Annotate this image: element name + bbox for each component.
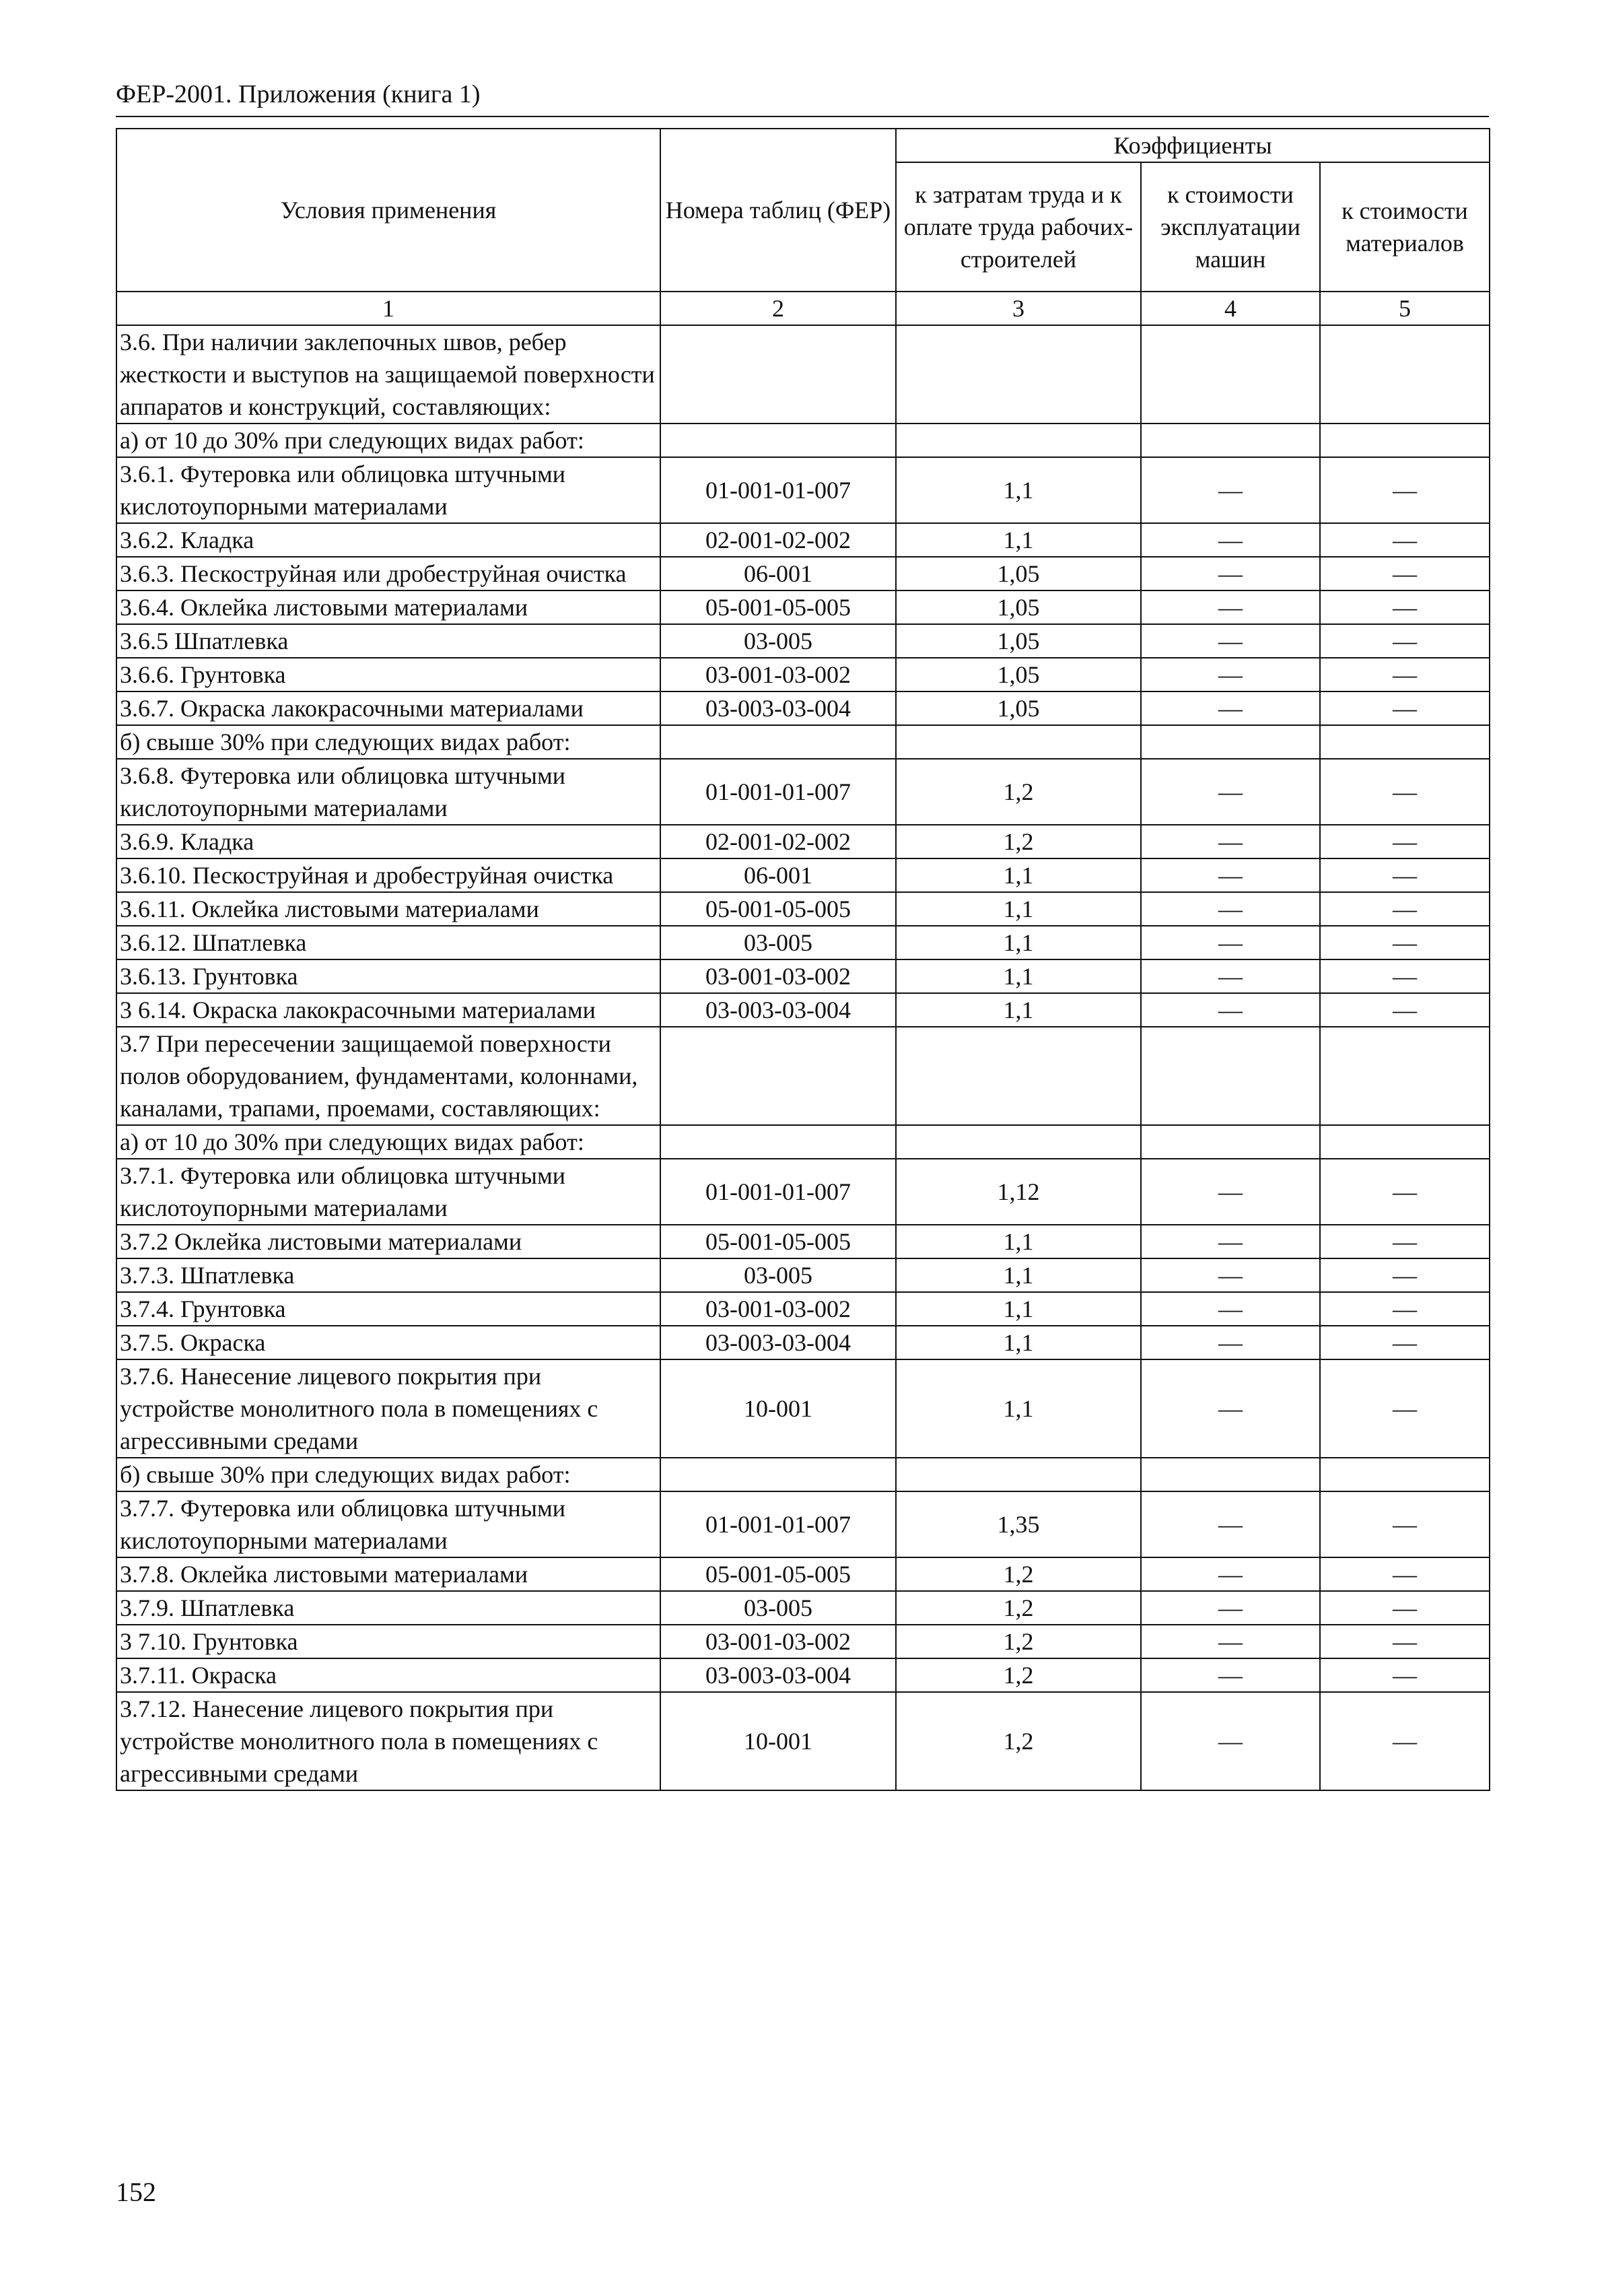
coefficients-table <box>116 128 1490 1791</box>
labor-coefficient-cell: 1,2 <box>896 1591 1141 1625</box>
table-number-cell: 03-003-03-004 <box>660 1326 896 1359</box>
document-header: ФЕР-2001. Приложения (книга 1) <box>116 80 481 108</box>
table-row <box>116 557 1490 590</box>
table-number-cell: 03-003-03-004 <box>660 1658 896 1692</box>
labor-coefficient-cell: 1,1 <box>896 1258 1141 1292</box>
condition-cell: 3.7.5. Окраска <box>116 1326 660 1359</box>
table-number-cell: 05-001-05-005 <box>660 590 896 624</box>
condition-cell: 3 6.14. Окраска лакокрасочными материалами <box>116 993 660 1027</box>
condition-cell: б) свыше 30% при следующих видах работ: <box>116 1458 660 1491</box>
table-number-cell: 01-001-01-007 <box>660 457 896 523</box>
materials-coefficient-cell: — <box>1320 858 1490 892</box>
materials-coefficient-cell: — <box>1320 557 1490 590</box>
machines-coefficient-cell: — <box>1141 658 1320 691</box>
materials-coefficient-cell: — <box>1320 624 1490 658</box>
header-coefficients: Коэффициенты <box>896 129 1490 162</box>
table-number-cell: 05-001-05-005 <box>660 1557 896 1591</box>
table-row <box>116 1359 1490 1458</box>
table-row <box>116 658 1490 691</box>
materials-coefficient-cell <box>1320 1027 1490 1125</box>
machines-coefficient-cell: — <box>1141 1326 1320 1359</box>
condition-cell: 3.7 При пересечении защищаемой поверхности полов оборудованием, фундаментами, колоннами, каналами, трапами, проемами, составляющих: <box>116 1027 660 1125</box>
labor-coefficient-cell: 1,1 <box>896 993 1141 1027</box>
table-number-cell <box>660 725 896 759</box>
table-row <box>116 858 1490 892</box>
table-row <box>116 1557 1490 1591</box>
machines-coefficient-cell: — <box>1141 993 1320 1027</box>
labor-coefficient-cell: 1,1 <box>896 959 1141 993</box>
header-rule <box>116 116 1489 117</box>
machines-coefficient-cell: — <box>1141 457 1320 523</box>
labor-coefficient-cell: 1,05 <box>896 691 1141 725</box>
machines-coefficient-cell <box>1141 1125 1320 1159</box>
column-number: 5 <box>1320 292 1490 325</box>
page-number: 152 <box>116 2177 156 2207</box>
column-number: 4 <box>1141 292 1320 325</box>
table-row <box>116 1591 1490 1625</box>
table-row <box>116 825 1490 858</box>
table-row <box>116 1491 1490 1557</box>
condition-cell: 3.6.12. Шпатлевка <box>116 926 660 959</box>
materials-coefficient-cell: — <box>1320 658 1490 691</box>
table-number-cell <box>660 325 896 424</box>
labor-coefficient-cell: 1,1 <box>896 1225 1141 1258</box>
table-row <box>116 1625 1490 1658</box>
condition-cell: 3 7.10. Грунтовка <box>116 1625 660 1658</box>
table-row <box>116 1027 1490 1125</box>
condition-cell: 3.6. При наличии заклепочных швов, ребер жесткости и выступов на защищаемой поверхности аппаратов и конструкций, составляющих: <box>116 325 660 424</box>
table-row <box>116 590 1490 624</box>
column-number: 2 <box>660 292 896 325</box>
labor-coefficient-cell: 1,05 <box>896 590 1141 624</box>
labor-coefficient-cell: 1,12 <box>896 1159 1141 1225</box>
machines-coefficient-cell: — <box>1141 557 1320 590</box>
labor-coefficient-cell: 1,1 <box>896 858 1141 892</box>
condition-cell: 3.6.9. Кладка <box>116 825 660 858</box>
table-row <box>116 993 1490 1027</box>
machines-coefficient-cell: — <box>1141 825 1320 858</box>
machines-coefficient-cell: — <box>1141 1225 1320 1258</box>
column-number-row <box>116 292 1490 325</box>
materials-coefficient-cell: — <box>1320 457 1490 523</box>
condition-cell: 3.7.12. Нанесение лицевого покрытия при устройстве монолитного пола в помещениях с агрессивными средами <box>116 1692 660 1790</box>
table-row <box>116 325 1490 424</box>
machines-coefficient-cell: — <box>1141 624 1320 658</box>
header-table-numbers: Номера таблиц (ФЕР) <box>660 129 896 292</box>
materials-coefficient-cell: — <box>1320 1159 1490 1225</box>
column-number: 3 <box>896 292 1141 325</box>
condition-cell: а) от 10 до 30% при следующих видах работ: <box>116 424 660 457</box>
machines-coefficient-cell: — <box>1141 892 1320 926</box>
condition-cell: 3.7.7. Футеровка или облицовка штучными кислотоупорными материалами <box>116 1491 660 1557</box>
machines-coefficient-cell: — <box>1141 590 1320 624</box>
table-row <box>116 1225 1490 1258</box>
machines-coefficient-cell: — <box>1141 926 1320 959</box>
labor-coefficient-cell <box>896 1458 1141 1491</box>
machines-coefficient-cell <box>1141 725 1320 759</box>
materials-coefficient-cell: — <box>1320 993 1490 1027</box>
condition-cell: 3.6.11. Оклейка листовыми материалами <box>116 892 660 926</box>
condition-cell: 3.6.6. Грунтовка <box>116 658 660 691</box>
table-number-cell: 06-001 <box>660 557 896 590</box>
materials-coefficient-cell: — <box>1320 959 1490 993</box>
labor-coefficient-cell: 1,1 <box>896 892 1141 926</box>
table-number-cell: 06-001 <box>660 858 896 892</box>
header-machines-coefficient: к стоимости эксплуатации машин <box>1141 162 1320 292</box>
table-number-cell: 01-001-01-007 <box>660 1159 896 1225</box>
table-number-cell: 03-001-03-002 <box>660 1292 896 1326</box>
labor-coefficient-cell: 1,1 <box>896 457 1141 523</box>
condition-cell: 3.7.2 Оклейка листовыми материалами <box>116 1225 660 1258</box>
table-row <box>116 1125 1490 1159</box>
column-number: 1 <box>116 292 660 325</box>
table-row <box>116 1159 1490 1225</box>
labor-coefficient-cell <box>896 1125 1141 1159</box>
materials-coefficient-cell: — <box>1320 926 1490 959</box>
materials-coefficient-cell <box>1320 725 1490 759</box>
table-number-cell: 03-001-03-002 <box>660 959 896 993</box>
table-number-cell: 02-001-02-002 <box>660 523 896 557</box>
condition-cell: 3.6.7. Окраска лакокрасочными материалами <box>116 691 660 725</box>
materials-coefficient-cell: — <box>1320 1258 1490 1292</box>
table-row <box>116 624 1490 658</box>
materials-coefficient-cell: — <box>1320 1591 1490 1625</box>
table-body <box>116 325 1490 1790</box>
machines-coefficient-cell: — <box>1141 858 1320 892</box>
table-number-cell: 03-005 <box>660 1591 896 1625</box>
machines-coefficient-cell <box>1141 325 1320 424</box>
table-number-cell: 05-001-05-005 <box>660 1225 896 1258</box>
condition-cell: 3.6.3. Пескоструйная или дробеструйная очистка <box>116 557 660 590</box>
table-number-cell: 10-001 <box>660 1359 896 1458</box>
labor-coefficient-cell: 1,2 <box>896 1692 1141 1790</box>
table-number-cell: 03-001-03-002 <box>660 1625 896 1658</box>
materials-coefficient-cell: — <box>1320 1326 1490 1359</box>
table-number-cell: 03-005 <box>660 624 896 658</box>
machines-coefficient-cell: — <box>1141 1692 1320 1790</box>
condition-cell: 3.7.6. Нанесение лицевого покрытия при устройстве монолитного пола в помещениях с агрессивными средами <box>116 1359 660 1458</box>
table-number-cell: 01-001-01-007 <box>660 759 896 825</box>
machines-coefficient-cell <box>1141 1027 1320 1125</box>
table-row <box>116 1292 1490 1326</box>
labor-coefficient-cell: 1,35 <box>896 1491 1141 1557</box>
condition-cell: 3.7.4. Грунтовка <box>116 1292 660 1326</box>
condition-cell: 3.6.1. Футеровка или облицовка штучными кислотоупорными материалами <box>116 457 660 523</box>
labor-coefficient-cell <box>896 1027 1141 1125</box>
materials-coefficient-cell: — <box>1320 1557 1490 1591</box>
materials-coefficient-cell: — <box>1320 1625 1490 1658</box>
condition-cell: 3.6.13. Грунтовка <box>116 959 660 993</box>
condition-cell: 3.6.4. Оклейка листовыми материалами <box>116 590 660 624</box>
labor-coefficient-cell: 1,05 <box>896 624 1141 658</box>
machines-coefficient-cell <box>1141 424 1320 457</box>
table-number-cell <box>660 1458 896 1491</box>
header-materials-coefficient: к стоимости материалов <box>1320 162 1490 292</box>
labor-coefficient-cell: 1,1 <box>896 926 1141 959</box>
materials-coefficient-cell: — <box>1320 1359 1490 1458</box>
materials-coefficient-cell: — <box>1320 1692 1490 1790</box>
materials-coefficient-cell: — <box>1320 892 1490 926</box>
materials-coefficient-cell: — <box>1320 1658 1490 1692</box>
labor-coefficient-cell: 1,2 <box>896 759 1141 825</box>
table-row <box>116 759 1490 825</box>
machines-coefficient-cell: — <box>1141 1658 1320 1692</box>
table-number-cell: 03-005 <box>660 926 896 959</box>
materials-coefficient-cell: — <box>1320 1225 1490 1258</box>
labor-coefficient-cell <box>896 325 1141 424</box>
table-row <box>116 926 1490 959</box>
labor-coefficient-cell: 1,1 <box>896 1326 1141 1359</box>
table-row <box>116 424 1490 457</box>
labor-coefficient-cell: 1,05 <box>896 658 1141 691</box>
table-number-cell: 03-005 <box>660 1258 896 1292</box>
machines-coefficient-cell: — <box>1141 959 1320 993</box>
table-number-cell: 10-001 <box>660 1692 896 1790</box>
table-row <box>116 1458 1490 1491</box>
header-labor-coefficient: к затратам труда и к оплате труда рабочих-строителей <box>896 162 1141 292</box>
condition-cell: а) от 10 до 30% при следующих видах работ: <box>116 1125 660 1159</box>
header-conditions: Условия применения <box>116 129 660 292</box>
materials-coefficient-cell: — <box>1320 1491 1490 1557</box>
table-number-cell <box>660 424 896 457</box>
table-row <box>116 1658 1490 1692</box>
machines-coefficient-cell: — <box>1141 523 1320 557</box>
table-number-cell: 02-001-02-002 <box>660 825 896 858</box>
machines-coefficient-cell: — <box>1141 1258 1320 1292</box>
labor-coefficient-cell: 1,2 <box>896 1557 1141 1591</box>
materials-coefficient-cell <box>1320 1458 1490 1491</box>
machines-coefficient-cell: — <box>1141 1159 1320 1225</box>
table-number-cell <box>660 1125 896 1159</box>
machines-coefficient-cell: — <box>1141 1591 1320 1625</box>
table-row <box>116 892 1490 926</box>
labor-coefficient-cell: 1,05 <box>896 557 1141 590</box>
labor-coefficient-cell: 1,1 <box>896 1292 1141 1326</box>
table-row <box>116 1258 1490 1292</box>
materials-coefficient-cell: — <box>1320 691 1490 725</box>
table-number-cell: 03-003-03-004 <box>660 993 896 1027</box>
condition-cell: 3.7.8. Оклейка листовыми материалами <box>116 1557 660 1591</box>
table-row <box>116 523 1490 557</box>
table-number-cell: 05-001-05-005 <box>660 892 896 926</box>
condition-cell: 3.7.3. Шпатлевка <box>116 1258 660 1292</box>
machines-coefficient-cell: — <box>1141 1491 1320 1557</box>
labor-coefficient-cell: 1,2 <box>896 1625 1141 1658</box>
table-row <box>116 457 1490 523</box>
labor-coefficient-cell: 1,2 <box>896 1658 1141 1692</box>
materials-coefficient-cell: — <box>1320 825 1490 858</box>
materials-coefficient-cell <box>1320 1125 1490 1159</box>
table-row <box>116 725 1490 759</box>
condition-cell: 3.7.1. Футеровка или облицовка штучными кислотоупорными материалами <box>116 1159 660 1225</box>
condition-cell: 3.7.11. Окраска <box>116 1658 660 1692</box>
machines-coefficient-cell: — <box>1141 691 1320 725</box>
labor-coefficient-cell: 1,2 <box>896 825 1141 858</box>
machines-coefficient-cell: — <box>1141 759 1320 825</box>
table-row <box>116 691 1490 725</box>
materials-coefficient-cell: — <box>1320 1292 1490 1326</box>
machines-coefficient-cell: — <box>1141 1292 1320 1326</box>
labor-coefficient-cell <box>896 424 1141 457</box>
condition-cell: 3.6.2. Кладка <box>116 523 660 557</box>
table-row <box>116 1692 1490 1790</box>
materials-coefficient-cell <box>1320 424 1490 457</box>
materials-coefficient-cell <box>1320 325 1490 424</box>
materials-coefficient-cell: — <box>1320 759 1490 825</box>
table-row <box>116 1326 1490 1359</box>
machines-coefficient-cell <box>1141 1458 1320 1491</box>
labor-coefficient-cell <box>896 725 1141 759</box>
table-number-cell: 03-001-03-002 <box>660 658 896 691</box>
materials-coefficient-cell: — <box>1320 523 1490 557</box>
labor-coefficient-cell: 1,1 <box>896 1359 1141 1458</box>
materials-coefficient-cell: — <box>1320 590 1490 624</box>
condition-cell: 3.7.9. Шпатлевка <box>116 1591 660 1625</box>
condition-cell: 3.6.10. Пескоструйная и дробеструйная очистка <box>116 858 660 892</box>
machines-coefficient-cell: — <box>1141 1359 1320 1458</box>
table-number-cell: 01-001-01-007 <box>660 1491 896 1557</box>
table-number-cell <box>660 1027 896 1125</box>
labor-coefficient-cell: 1,1 <box>896 523 1141 557</box>
machines-coefficient-cell: — <box>1141 1557 1320 1591</box>
table-row <box>116 959 1490 993</box>
condition-cell: 3.6.5 Шпатлевка <box>116 624 660 658</box>
table-number-cell: 03-003-03-004 <box>660 691 896 725</box>
condition-cell: 3.6.8. Футеровка или облицовка штучными кислотоупорными материалами <box>116 759 660 825</box>
condition-cell: б) свыше 30% при следующих видах работ: <box>116 725 660 759</box>
machines-coefficient-cell: — <box>1141 1625 1320 1658</box>
